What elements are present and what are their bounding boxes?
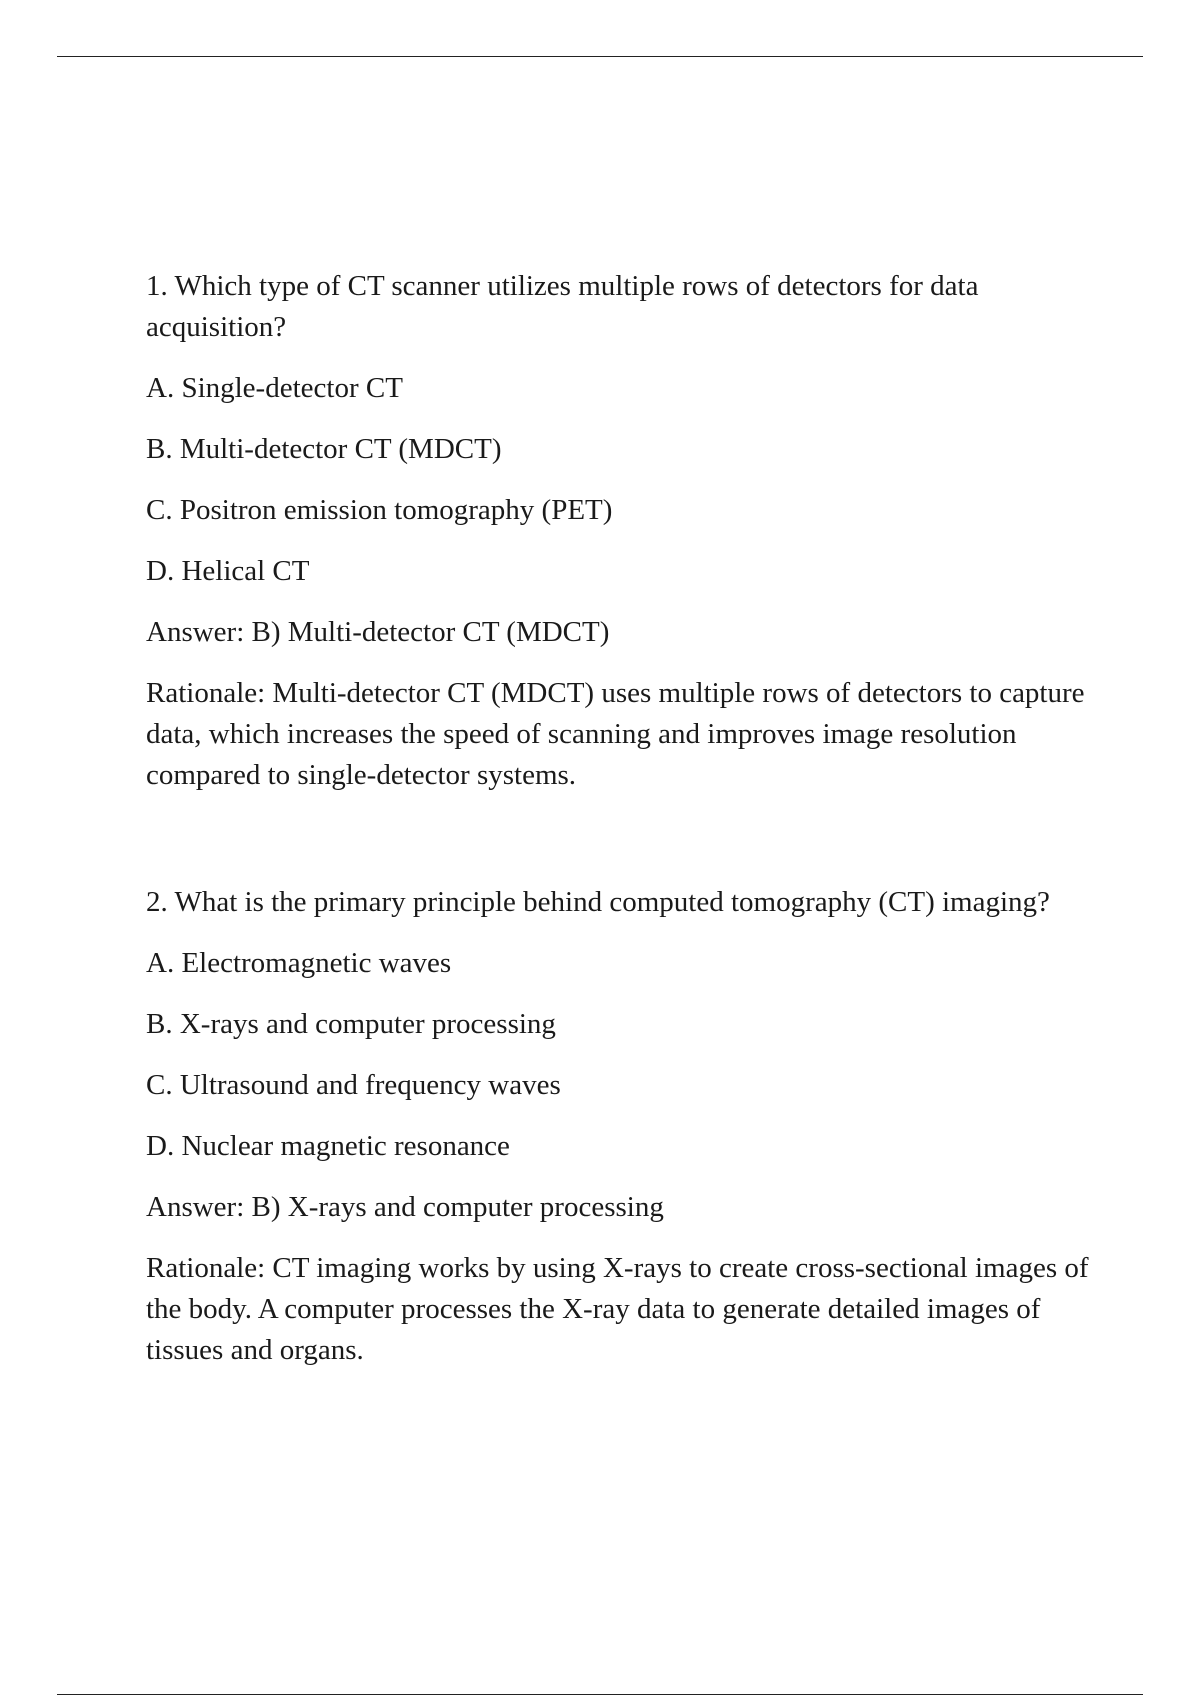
option-b: B. X-rays and computer processing — [146, 1008, 556, 1040]
option-d: D. Helical CT — [146, 555, 310, 587]
question-block-2 — [146, 882, 1106, 1371]
bottom-rule — [57, 1694, 1143, 1695]
question-text: 2. What is the primary principle behind computed tomography (CT) imaging? — [146, 886, 1050, 918]
option-c: C. Ultrasound and frequency waves — [146, 1069, 561, 1101]
option-d: D. Nuclear magnetic resonance — [146, 1130, 510, 1162]
option-c: C. Positron emission tomography (PET) — [146, 494, 613, 526]
answer-text: Answer: B) Multi-detector CT (MDCT) — [146, 616, 610, 648]
question-text: 1. Which type of CT scanner utilizes multiple rows of detectors for data acquisition? — [146, 270, 979, 343]
answer-text: Answer: B) X-rays and computer processing — [146, 1191, 664, 1223]
option-b: B. Multi-detector CT (MDCT) — [146, 433, 502, 465]
rationale-text: Rationale: Multi-detector CT (MDCT) uses multiple rows of detectors to capture data, which increases the speed of scanning and improves image resolution compared to single-detector systems. — [146, 677, 1085, 791]
rationale-text: Rationale: CT imaging works by using X-rays to create cross-sectional images of the body. A computer processes the X-ray data to generate detailed images of tissues and organs. — [146, 1252, 1089, 1366]
question-block-1 — [146, 266, 1106, 796]
option-a: A. Single-detector CT — [146, 372, 403, 404]
top-rule — [57, 56, 1143, 57]
option-a: A. Electromagnetic waves — [146, 947, 452, 979]
